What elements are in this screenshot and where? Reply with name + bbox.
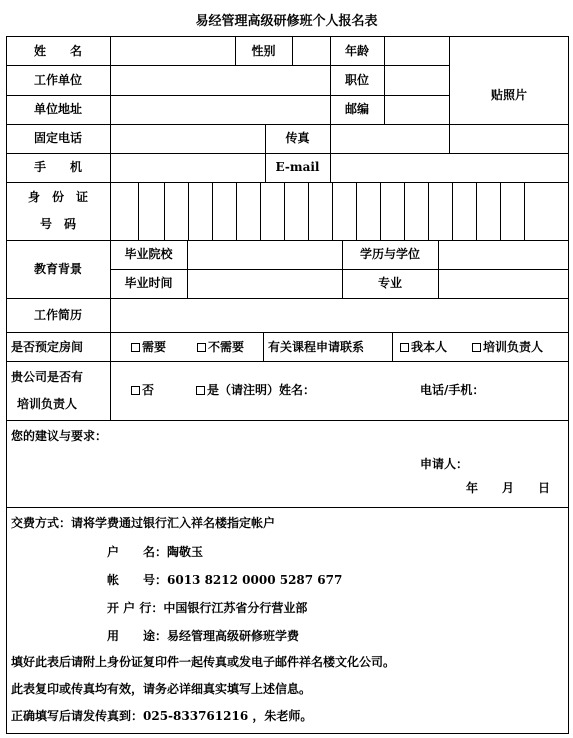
id-digit-divider — [476, 182, 477, 240]
room-yes-option[interactable]: 需要 — [131, 340, 166, 354]
fax-label: 传真 — [285, 131, 310, 145]
id-label-line1: 身 份 证 — [27, 190, 88, 204]
postcode-label: 邮编 — [344, 102, 369, 116]
id-digit-divider — [332, 182, 333, 240]
gender-label: 性别 — [251, 44, 276, 58]
row-divider — [6, 153, 569, 154]
date-label: 年 月 日 — [466, 481, 551, 495]
contact-self-option[interactable]: 我本人 — [400, 340, 447, 354]
name-label: 姓 名 — [33, 44, 82, 58]
bank-name: 开 户 行：中国银行江苏省分行营业部 — [107, 601, 308, 615]
id-digit-divider — [212, 182, 213, 240]
payment-heading: 交费方式：请将学费通过银行汇入祥名楼指定帐户 — [11, 516, 276, 530]
degree-label: 学历与学位 — [359, 247, 420, 261]
checkbox-icon[interactable] — [196, 386, 205, 395]
col-divider — [187, 240, 188, 298]
contact-label: 有关课程申请联系 — [268, 340, 365, 354]
row-divider — [6, 124, 569, 125]
resume-label: 工作简历 — [33, 308, 82, 322]
id-digit-divider — [524, 182, 525, 240]
company-phone-label: 电话/手机： — [420, 383, 485, 397]
payment-purpose: 用 途：易经管理高级研修班学费 — [107, 629, 300, 643]
row-divider — [6, 65, 449, 66]
row-divider — [6, 298, 569, 299]
checkbox-icon[interactable] — [131, 386, 140, 395]
id-digit-divider — [356, 182, 357, 240]
company-yes-option[interactable]: 是（请注明）姓名： — [196, 383, 315, 397]
contact-trainer-option[interactable]: 培训负责人 — [472, 340, 543, 354]
id-digit-divider — [308, 182, 309, 240]
col-divider — [392, 332, 393, 361]
phone-label: 固定电话 — [33, 131, 82, 145]
photo-label: 贴照片 — [490, 88, 527, 102]
id-digit-divider — [428, 182, 429, 240]
major-label: 专业 — [377, 276, 402, 290]
id-digit-divider — [188, 182, 189, 240]
company-no-option[interactable]: 否 — [131, 383, 154, 397]
checkbox-icon[interactable] — [131, 343, 140, 352]
id-digit-divider — [236, 182, 237, 240]
school-label: 毕业院校 — [124, 247, 173, 261]
id-label-line2: 号 码 — [39, 217, 76, 231]
company-question-line1: 贵公司是否有 — [11, 370, 84, 384]
row-divider — [6, 240, 569, 241]
note-line2: 此表复印或传真均有效，请务必详细真实填写上述信息。 — [11, 682, 312, 696]
position-label: 职位 — [344, 73, 369, 87]
work-unit-label: 工作单位 — [33, 73, 82, 87]
row-divider — [6, 507, 569, 508]
col-divider — [110, 298, 111, 361]
form-title: 易经管理高级研修班个人报名表 — [195, 14, 378, 29]
id-digit-divider — [284, 182, 285, 240]
age-label: 年龄 — [344, 44, 369, 58]
row-divider — [6, 420, 569, 421]
note-line1: 填好此表后请附上身份证复印件一起传真或发电子邮件祥名楼文化公司。 — [11, 655, 396, 669]
account-name: 户 名：陶敬玉 — [107, 545, 204, 559]
row-divider — [6, 332, 569, 333]
note-line3: 正确填写后请发传真到：025-833761216 ，朱老师。 — [11, 709, 313, 723]
company-question-line2: 培训负责人 — [17, 397, 78, 411]
col-divider — [110, 361, 111, 420]
applicant-label: 申请人： — [420, 457, 469, 471]
room-no-option[interactable]: 不需要 — [197, 340, 244, 354]
id-digit-divider — [380, 182, 381, 240]
checkbox-icon[interactable] — [472, 343, 481, 352]
col-divider — [384, 36, 385, 125]
suggestion-label: 您的建议与要求： — [11, 429, 108, 443]
mobile-label: 手 机 — [33, 160, 82, 174]
email-label: E-mail — [275, 160, 320, 174]
col-divider — [330, 124, 331, 182]
id-digit-divider — [164, 182, 165, 240]
row-divider — [6, 361, 569, 362]
id-digit-divider — [404, 182, 405, 240]
id-digit-divider — [138, 182, 139, 240]
grad-time-label: 毕业时间 — [124, 276, 173, 290]
account-number: 帐 号：6013 8212 0000 5287 677 — [107, 573, 343, 587]
col-divider — [438, 240, 439, 298]
row-divider — [110, 269, 569, 270]
edu-background-label: 教育背景 — [33, 262, 82, 276]
col-divider — [263, 332, 264, 361]
checkbox-icon[interactable] — [400, 343, 409, 352]
unit-address-label: 单位地址 — [33, 102, 82, 116]
id-digit-divider — [452, 182, 453, 240]
row-divider — [6, 182, 569, 183]
room-label: 是否预定房间 — [11, 340, 84, 354]
checkbox-icon[interactable] — [197, 343, 206, 352]
col-divider — [292, 36, 293, 65]
id-digit-divider — [260, 182, 261, 240]
id-digit-divider — [500, 182, 501, 240]
row-divider — [6, 95, 449, 96]
